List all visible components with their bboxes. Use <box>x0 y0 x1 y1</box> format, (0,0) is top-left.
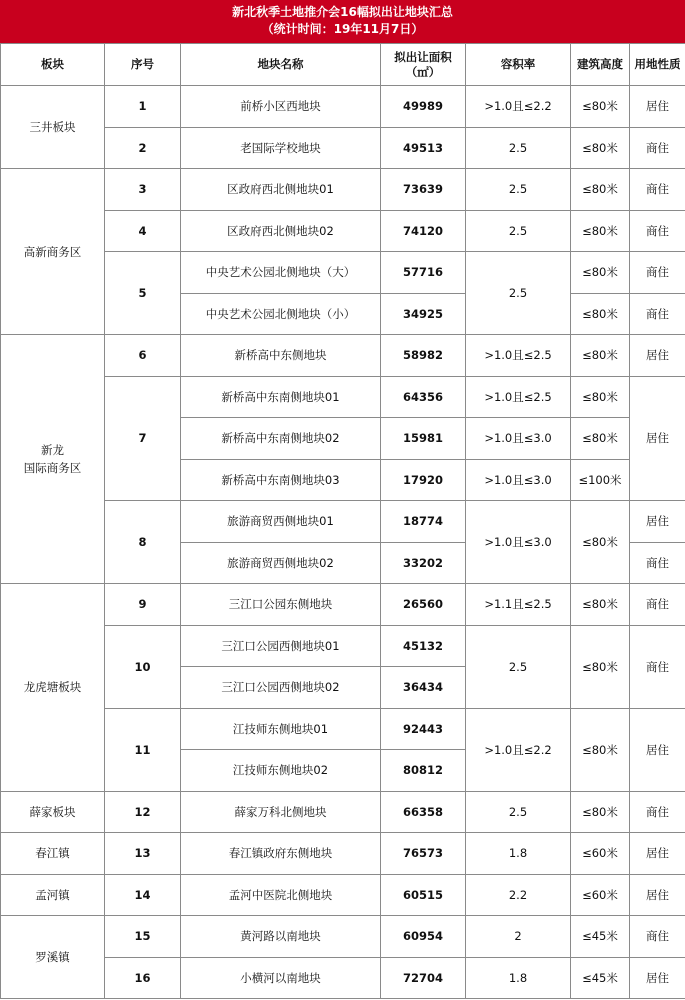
height-cell: ≤80米 <box>571 418 630 460</box>
seq-cell: 10 <box>105 625 181 708</box>
parcel-name-cell: 新桥高中东南侧地块02 <box>181 418 381 460</box>
far-cell: 2.5 <box>466 210 571 252</box>
size-cell: 60515 <box>381 874 466 916</box>
use-cell: 居住 <box>630 86 685 128</box>
size-cell: 26560 <box>381 584 466 626</box>
size-cell: 92443 <box>381 708 466 750</box>
height-cell: ≤80米 <box>571 86 630 128</box>
parcel-name-cell: 旅游商贸西侧地块02 <box>181 542 381 584</box>
use-cell: 商住 <box>630 127 685 169</box>
use-cell: 商住 <box>630 542 685 584</box>
parcel-name-cell: 薛家万科北侧地块 <box>181 791 381 833</box>
seq-cell: 12 <box>105 791 181 833</box>
seq-cell: 6 <box>105 335 181 377</box>
far-cell: >1.0且≤3.0 <box>466 459 571 501</box>
area-cell: 高新商务区 <box>1 169 105 335</box>
size-cell: 57716 <box>381 252 466 294</box>
height-cell: ≤80米 <box>571 210 630 252</box>
use-cell: 商住 <box>630 916 685 958</box>
use-cell: 居住 <box>630 833 685 875</box>
use-cell: 居住 <box>630 957 685 999</box>
col-header-size: 拟出让面积 （㎡） <box>381 44 466 86</box>
use-cell: 居住 <box>630 501 685 543</box>
seq-cell: 9 <box>105 584 181 626</box>
far-cell: 2.2 <box>466 874 571 916</box>
size-cell: 73639 <box>381 169 466 211</box>
height-cell: ≤60米 <box>571 833 630 875</box>
area-cell: 新龙 国际商务区 <box>1 335 105 584</box>
use-cell: 居住 <box>630 708 685 791</box>
use-cell: 商住 <box>630 210 685 252</box>
parcel-name-cell: 前桥小区西地块 <box>181 86 381 128</box>
height-cell: ≤80米 <box>571 791 630 833</box>
table-row <box>1 86 685 128</box>
far-cell: 1.8 <box>466 957 571 999</box>
parcel-name-cell: 旅游商贸西侧地块01 <box>181 501 381 543</box>
far-cell: 2.5 <box>466 252 571 335</box>
seq-cell: 5 <box>105 252 181 335</box>
seq-cell: 11 <box>105 708 181 791</box>
parcel-name-cell: 中央艺术公园北侧地块（大） <box>181 252 381 294</box>
height-cell: ≤45米 <box>571 957 630 999</box>
seq-cell: 4 <box>105 210 181 252</box>
size-cell: 33202 <box>381 542 466 584</box>
far-cell: >1.0且≤2.2 <box>466 86 571 128</box>
use-cell: 居住 <box>630 335 685 377</box>
area-cell: 罗溪镇 <box>1 916 105 999</box>
height-cell: ≤45米 <box>571 916 630 958</box>
size-cell: 58982 <box>381 335 466 377</box>
far-cell: 1.8 <box>466 833 571 875</box>
col-header-name: 地块名称 <box>181 44 381 86</box>
table-row <box>1 169 685 211</box>
far-cell: >1.0且≤2.5 <box>466 376 571 418</box>
size-cell: 74120 <box>381 210 466 252</box>
use-cell: 商住 <box>630 293 685 335</box>
size-cell: 36434 <box>381 667 466 709</box>
far-cell: 2.5 <box>466 625 571 708</box>
col-header-far: 容积率 <box>466 44 571 86</box>
use-cell: 居住 <box>630 874 685 916</box>
far-cell: >1.0且≤2.5 <box>466 335 571 377</box>
seq-cell: 1 <box>105 86 181 128</box>
size-cell: 64356 <box>381 376 466 418</box>
height-cell: ≤80米 <box>571 335 630 377</box>
parcel-name-cell: 三江口公园东侧地块 <box>181 584 381 626</box>
land-parcel-table <box>0 43 685 999</box>
col-header-use: 用地性质 <box>630 44 685 86</box>
table-row <box>1 916 685 958</box>
parcel-name-cell: 江技师东侧地块01 <box>181 708 381 750</box>
far-cell: >1.0且≤2.2 <box>466 708 571 791</box>
use-cell: 商住 <box>630 252 685 294</box>
height-cell: ≤60米 <box>571 874 630 916</box>
height-cell: ≤80米 <box>571 376 630 418</box>
far-cell: >1.0且≤3.0 <box>466 418 571 460</box>
height-cell: ≤80米 <box>571 127 630 169</box>
size-cell: 80812 <box>381 750 466 792</box>
title-date: （统计时间：19年11月7日） <box>261 22 424 36</box>
parcel-name-cell: 新桥高中东侧地块 <box>181 335 381 377</box>
far-cell: 2.5 <box>466 169 571 211</box>
area-cell: 春江镇 <box>1 833 105 875</box>
seq-cell: 15 <box>105 916 181 958</box>
size-cell: 34925 <box>381 293 466 335</box>
size-cell: 60954 <box>381 916 466 958</box>
parcel-name-cell: 区政府西北侧地块01 <box>181 169 381 211</box>
parcel-name-cell: 三江口公园西侧地块01 <box>181 625 381 667</box>
parcel-name-cell: 新桥高中东南侧地块01 <box>181 376 381 418</box>
col-header-seq: 序号 <box>105 44 181 86</box>
seq-cell: 2 <box>105 127 181 169</box>
use-cell: 商住 <box>630 584 685 626</box>
size-cell: 45132 <box>381 625 466 667</box>
col-header-height: 建筑高度 <box>571 44 630 86</box>
col-header-area: 板块 <box>1 44 105 86</box>
size-cell: 17920 <box>381 459 466 501</box>
size-cell: 49513 <box>381 127 466 169</box>
size-cell: 72704 <box>381 957 466 999</box>
far-cell: >1.1且≤2.5 <box>466 584 571 626</box>
parcel-name-cell: 黄河路以南地块 <box>181 916 381 958</box>
height-cell: ≤80米 <box>571 501 630 584</box>
area-cell: 薛家板块 <box>1 791 105 833</box>
table-row <box>1 833 685 875</box>
size-cell: 15981 <box>381 418 466 460</box>
area-cell: 三井板块 <box>1 86 105 169</box>
size-cell: 18774 <box>381 501 466 543</box>
use-cell: 居住 <box>630 376 685 501</box>
seq-cell: 13 <box>105 833 181 875</box>
parcel-name-cell: 区政府西北侧地块02 <box>181 210 381 252</box>
table-row <box>1 335 685 377</box>
table-row <box>1 791 685 833</box>
use-cell: 商住 <box>630 169 685 211</box>
size-cell: 76573 <box>381 833 466 875</box>
use-cell: 商住 <box>630 625 685 708</box>
area-cell: 龙虎塘板块 <box>1 584 105 792</box>
height-cell: ≤80米 <box>571 584 630 626</box>
parcel-name-cell: 孟河中医院北侧地块 <box>181 874 381 916</box>
seq-cell: 3 <box>105 169 181 211</box>
seq-cell: 7 <box>105 376 181 501</box>
parcel-name-cell: 小横河以南地块 <box>181 957 381 999</box>
seq-cell: 8 <box>105 501 181 584</box>
far-cell: 2.5 <box>466 791 571 833</box>
far-cell: >1.0且≤3.0 <box>466 501 571 584</box>
height-cell: ≤80米 <box>571 625 630 708</box>
height-cell: ≤80米 <box>571 293 630 335</box>
seq-cell: 14 <box>105 874 181 916</box>
parcel-name-cell: 中央艺术公园北侧地块（小） <box>181 293 381 335</box>
parcel-name-cell: 春江镇政府东侧地块 <box>181 833 381 875</box>
table-row <box>1 874 685 916</box>
header-row <box>1 44 685 86</box>
height-cell: ≤80米 <box>571 252 630 294</box>
far-cell: 2.5 <box>466 127 571 169</box>
parcel-name-cell: 三江口公园西侧地块02 <box>181 667 381 709</box>
area-cell: 孟河镇 <box>1 874 105 916</box>
height-cell: ≤80米 <box>571 169 630 211</box>
parcel-name-cell: 江技师东侧地块02 <box>181 750 381 792</box>
size-cell: 66358 <box>381 791 466 833</box>
parcel-name-cell: 新桥高中东南侧地块03 <box>181 459 381 501</box>
table-row <box>1 584 685 626</box>
seq-cell: 16 <box>105 957 181 999</box>
height-cell: ≤80米 <box>571 708 630 791</box>
size-cell: 49989 <box>381 86 466 128</box>
parcel-name-cell: 老国际学校地块 <box>181 127 381 169</box>
table-title <box>0 0 685 43</box>
title-main: 新北秋季土地推介会16幅拟出让地块汇总 <box>232 5 453 19</box>
height-cell: ≤100米 <box>571 459 630 501</box>
use-cell: 商住 <box>630 791 685 833</box>
far-cell: 2 <box>466 916 571 958</box>
